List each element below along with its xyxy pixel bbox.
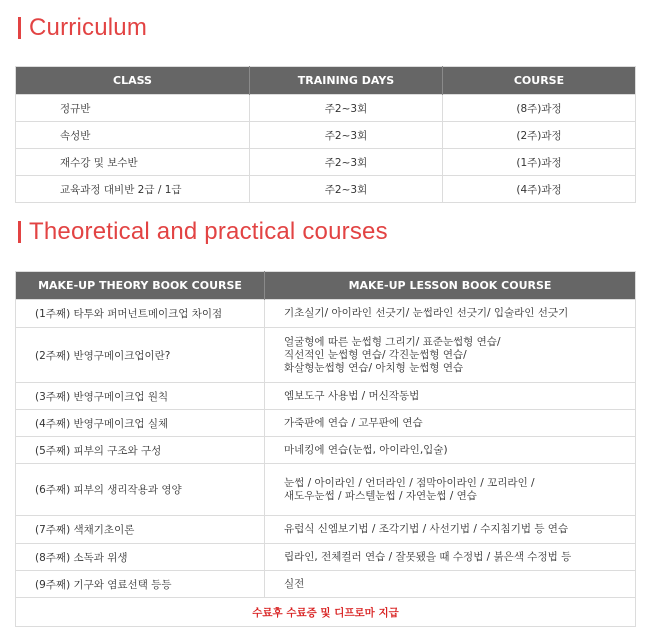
- lesson-cell: [265, 516, 636, 544]
- lesson-cell: [265, 571, 636, 598]
- lesson-line: 가죽판에 연습 / 고무판에 연습: [284, 416, 423, 429]
- lesson-line: 엠보도구 사용법 / 머신작동법: [284, 389, 420, 402]
- table-row: [16, 516, 636, 544]
- course-cell: (2주)과정: [443, 122, 636, 149]
- theory-cell: (3주째) 반영구메이크업 원칙: [16, 383, 265, 410]
- lesson-line: 직선적인 눈썹형 연습/ 각진눈썹형 연습/: [284, 348, 467, 361]
- lesson-cell: [265, 437, 636, 464]
- lesson-cell: [265, 300, 636, 328]
- class-cell: 재수강 및 보수반: [16, 149, 250, 176]
- lesson-cell: [265, 383, 636, 410]
- lesson-line: 실전: [284, 577, 305, 590]
- days-cell: 주2~3회: [250, 149, 443, 176]
- curriculum-heading: [18, 14, 147, 42]
- lesson-line: 얼굴형에 따른 눈썹형 그리기/ 표준눈썹형 연습/: [284, 335, 501, 348]
- theory-cell: (8주째) 소독과 위생: [16, 544, 265, 571]
- curriculum-header-row: [16, 67, 636, 95]
- heading-accent-bar: [18, 221, 21, 243]
- class-cell: 교육과정 대비반 2급 / 1급: [16, 176, 250, 203]
- table-row: [16, 437, 636, 464]
- theory-cell: (2주째) 반영구메이크업이란?: [16, 328, 265, 383]
- header-course: COURSE: [443, 67, 636, 95]
- lesson-cell: [265, 328, 636, 383]
- table-row: [16, 122, 636, 149]
- course-cell: (4주)과정: [443, 176, 636, 203]
- table-row: [16, 410, 636, 437]
- theory-cell: (9주째) 기구와 염료선택 등등: [16, 571, 265, 598]
- days-cell: 주2~3회: [250, 95, 443, 122]
- lesson-line: 기초실기/ 아이라인 선긋기/ 눈썹라인 선긋기/ 입술라인 선긋기: [284, 307, 569, 319]
- header-training-days: TRAINING DAYS: [250, 67, 443, 95]
- lesson-line: 립라인, 전체컬러 연습 / 잘못됐을 때 수정법 / 붉은색 수정법 등: [284, 550, 572, 563]
- lesson-cell: [265, 464, 636, 516]
- table-row: [16, 383, 636, 410]
- course-cell: (1주)과정: [443, 149, 636, 176]
- theory-cell: (4주째) 반영구메이크업 실체: [16, 410, 265, 437]
- table-row: [16, 176, 636, 203]
- table-row: [16, 95, 636, 122]
- lesson-cell: [265, 410, 636, 437]
- table-row: [16, 544, 636, 571]
- course-cell: (8주)과정: [443, 95, 636, 122]
- courses-table: [15, 271, 636, 627]
- theory-cell: (5주째) 피부의 구조와 구성: [16, 437, 265, 464]
- lesson-line: 화살형눈썹형 연습/ 아치형 눈썹형 연습: [284, 361, 464, 374]
- table-row: [16, 571, 636, 598]
- theory-cell: (6주째) 피부의 생리작용과 영양: [16, 464, 265, 516]
- table-row: [16, 149, 636, 176]
- lesson-cell: [265, 544, 636, 571]
- lesson-line: 새도우눈썹 / 파스텔눈썹 / 자연눈썹 / 연습: [284, 489, 477, 502]
- theory-cell: (7주째) 색채기초이론: [16, 516, 265, 544]
- table-row: [16, 328, 636, 383]
- lesson-line: 유럽식 신엠보기법 / 조각기법 / 사선기법 / 수지침기법 등 연습: [284, 523, 569, 535]
- header-lesson: MAKE-UP LESSON BOOK COURSE: [265, 272, 636, 300]
- courses-title: Theoretical and practical courses: [29, 218, 388, 245]
- curriculum-table: [15, 66, 636, 203]
- certificate-notice: 수료후 수료증 및 디프로마 지급: [16, 598, 636, 627]
- class-cell: 정규반: [16, 95, 250, 122]
- courses-header-row: [16, 272, 636, 300]
- class-cell: 속성반: [16, 122, 250, 149]
- table-row: [16, 300, 636, 328]
- header-class: CLASS: [16, 67, 250, 95]
- lesson-line: 마네킹에 연습(눈썹, 아이라인,입술): [284, 443, 448, 456]
- courses-heading: [18, 218, 388, 246]
- table-row: [16, 464, 636, 516]
- days-cell: 주2~3회: [250, 122, 443, 149]
- header-theory: MAKE-UP THEORY BOOK COURSE: [16, 272, 265, 300]
- lesson-line: 눈썹 / 아이라인 / 언더라인 / 점막아이라인 / 꼬리라인 /: [284, 476, 535, 489]
- curriculum-title: Curriculum: [29, 14, 148, 41]
- footer-row: [16, 598, 636, 627]
- theory-cell: (1주째) 타투와 퍼머넌트메이크업 차이점: [16, 300, 265, 328]
- days-cell: 주2~3회: [250, 176, 443, 203]
- heading-accent-bar: [18, 17, 21, 39]
